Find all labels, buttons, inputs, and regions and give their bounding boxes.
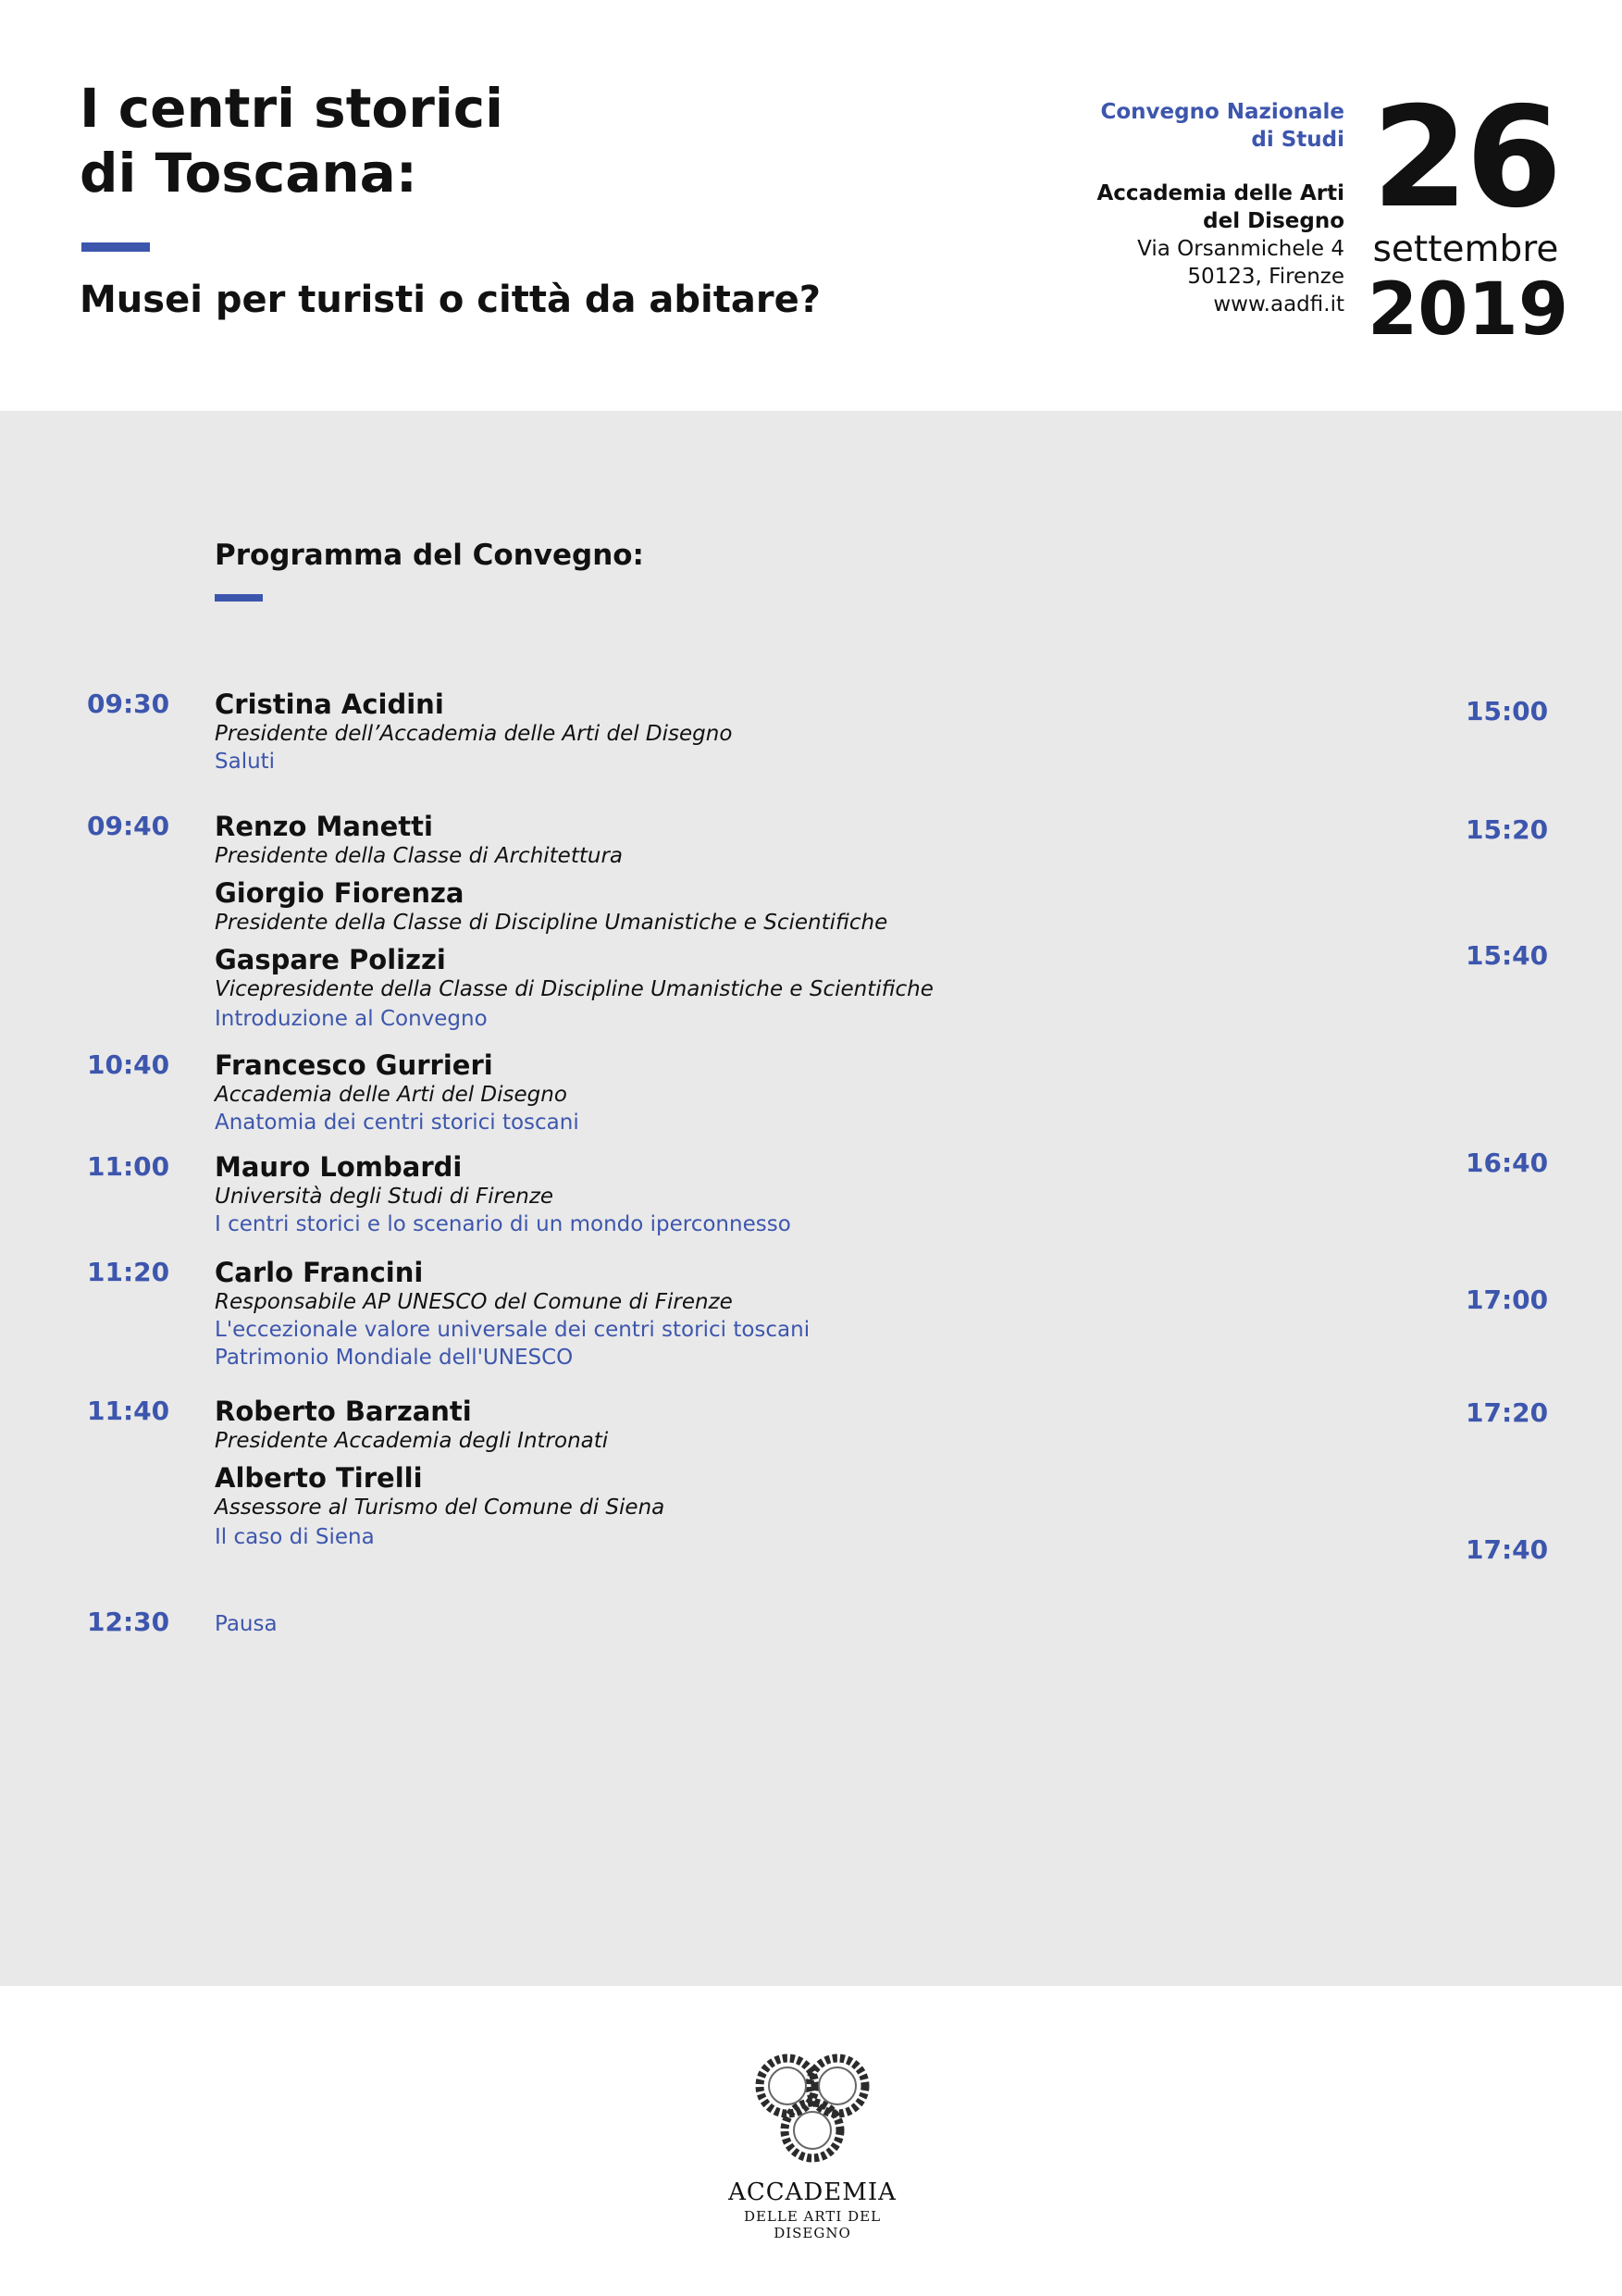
speaker-gap (215, 937, 934, 944)
speaker-name: Carlo Francini (215, 1257, 424, 1288)
slot-topic: L'eccezionale valore universale dei centri storici toscani (215, 1318, 811, 1342)
wreath-emblem-icon (743, 2045, 882, 2175)
speaker-role: Accademia delle Arti del Disegno (215, 1083, 567, 1107)
slot-body (215, 811, 934, 1033)
slot-time: 09:30 (87, 689, 170, 719)
date-day: 26 (1371, 78, 1560, 239)
program-heading: Programma del Convegno: (215, 539, 644, 572)
slot-body (215, 1151, 791, 1238)
slot-time: 09:40 (87, 811, 170, 841)
speaker-gap (215, 870, 934, 877)
logo-subname: DELLE ARTI DEL DISEGNO (743, 2208, 882, 2241)
slot-time: 17:40 (1466, 1534, 1549, 1565)
slot-time: 15:40 (1466, 940, 1549, 971)
slot-body (215, 1257, 810, 1371)
slot-body (215, 1607, 278, 1638)
venue-line-2: del Disegno (1203, 209, 1344, 233)
speaker-role: Presidente della Classe di Architettura (215, 844, 623, 868)
speaker-role: Università degli Studi di Firenze (215, 1185, 554, 1209)
speaker-gap (215, 1455, 664, 1462)
speaker-name: Renzo Manetti (215, 811, 433, 842)
slot-body (215, 1396, 664, 1551)
event-type-line-2: di Studi (1251, 128, 1344, 152)
page-subtitle: Musei per turisti o città da abitare? (80, 279, 821, 321)
speaker-role: Presidente Accademia degli Intronati (215, 1429, 609, 1453)
slot-topic: Saluti (215, 750, 276, 774)
slot-time: 15:00 (1466, 696, 1549, 726)
slot-topic: Pausa (215, 1612, 278, 1636)
slot-time: 11:00 (87, 1151, 170, 1182)
program-panel (0, 411, 1622, 1986)
title-line-1: I centri storici (80, 77, 504, 140)
title-line-2: di Toscana: (80, 142, 417, 205)
speaker-role: Responsabile AP UNESCO del Comune di Firenze (215, 1290, 733, 1314)
title-accent-bar (81, 242, 150, 252)
slot-time: 17:20 (1466, 1397, 1549, 1428)
slot-time: 10:40 (87, 1049, 170, 1080)
logo-name: ACCADEMIA (728, 2178, 897, 2206)
speaker-name: Giorgio Fiorenza (215, 877, 464, 909)
venue-address: Via Orsanmichele 4 (1137, 237, 1344, 261)
slot-time: 16:40 (1466, 1148, 1549, 1178)
speaker-role: Presidente della Classe di Discipline Umanistiche e Scientifiche (215, 911, 888, 935)
slot-body (215, 689, 732, 776)
speaker-name: Gaspare Polizzi (215, 944, 446, 975)
slot-time: 15:20 (1466, 814, 1549, 845)
speaker-role: Assessore al Turismo del Comune di Siena (215, 1496, 665, 1520)
slot-time: 11:20 (87, 1257, 170, 1287)
event-info (1097, 98, 1345, 318)
slot-topic: Anatomia dei centri storici toscani (215, 1111, 579, 1135)
accademia-logo (720, 2045, 905, 2241)
date-month: settembre (1372, 229, 1559, 270)
speaker-role: Presidente dell’Accademia delle Arti del Disegno (215, 722, 733, 746)
slot-topic: Introduzione al Convegno (215, 1007, 488, 1031)
program-accent-bar (215, 594, 263, 602)
speaker-name: Francesco Gurrieri (215, 1049, 493, 1081)
slot-body (215, 1049, 579, 1136)
date-year: 2019 (1368, 268, 1569, 352)
slot-topic: I centri storici e lo scenario di un mondo iperconnesso (215, 1212, 791, 1236)
event-date (1368, 78, 1569, 352)
event-type-line-1: Convegno Nazionale (1100, 100, 1344, 124)
speaker-name: Cristina Acidini (215, 689, 444, 720)
venue-line-1: Accademia delle Arti (1096, 181, 1344, 205)
slot-topic: Patrimonio Mondiale dell'UNESCO (215, 1346, 574, 1370)
slot-topic: Il caso di Siena (215, 1525, 375, 1549)
slot-time: 17:00 (1466, 1285, 1549, 1315)
slot-time: 11:40 (87, 1396, 170, 1426)
speaker-role: Vicepresidente della Classe di Discipline Umanistiche e Scientifiche (215, 977, 934, 1001)
venue-city: 50123, Firenze (1187, 265, 1344, 289)
venue-website: www.aadfi.it (1213, 292, 1344, 316)
speaker-name: Roberto Barzanti (215, 1396, 472, 1427)
slot-time: 12:30 (87, 1607, 170, 1637)
speaker-name: Mauro Lombardi (215, 1151, 463, 1183)
page-title (80, 76, 503, 205)
speaker-name: Alberto Tirelli (215, 1462, 423, 1494)
